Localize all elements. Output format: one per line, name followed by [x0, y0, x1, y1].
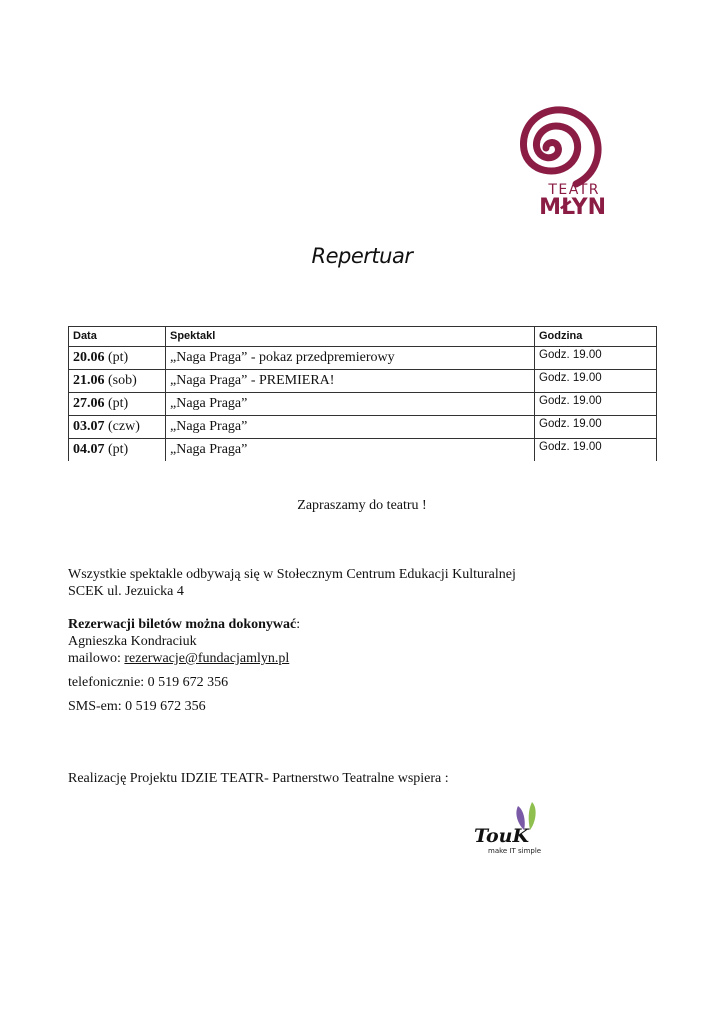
email-label: mailowo:	[68, 651, 125, 666]
sponsor-logo-tagline: make IT simple	[488, 847, 542, 855]
row-date	[69, 393, 166, 416]
day-value: (pt)	[104, 442, 129, 457]
reservation-info	[68, 616, 300, 667]
page-title: Repertuar	[311, 244, 413, 268]
row-time: Godz. 19.00	[535, 347, 657, 370]
date-value: 20.06	[73, 350, 105, 365]
venue-line2: SCEK ul. Jezuicka 4	[68, 584, 184, 599]
row-show: „Naga Praga” - PREMIERA!	[166, 370, 535, 393]
day-value: (sob)	[104, 373, 137, 388]
reservation-person: Agnieszka Kondraciuk	[68, 634, 197, 649]
logo-line2: MŁYN	[539, 195, 606, 218]
row-time: Godz. 19.00	[535, 370, 657, 393]
day-value: (pt)	[104, 350, 129, 365]
table-header-row	[69, 327, 657, 347]
row-date	[69, 416, 166, 439]
day-value: (pt)	[104, 396, 129, 411]
date-value: 21.06	[73, 373, 105, 388]
row-time: Godz. 19.00	[535, 393, 657, 416]
teatr-mlyn-logo	[500, 90, 618, 218]
row-date	[69, 370, 166, 393]
touk-logo	[472, 800, 556, 858]
logo-line1: TEATR	[548, 182, 600, 198]
header-date: Data	[69, 327, 166, 347]
header-show: Spektakl	[166, 327, 535, 347]
sms-info: SMS-em: 0 519 672 356	[68, 699, 206, 714]
table-row	[69, 416, 657, 439]
row-time: Godz. 19.00	[535, 439, 657, 462]
date-value: 04.07	[73, 442, 105, 457]
venue-info	[68, 566, 516, 600]
table-row	[69, 347, 657, 370]
venue-line1: Wszystkie spektakle odbywają się w Stołecznym Centrum Edukacji Kulturalnej	[68, 567, 516, 582]
header-time: Godzina	[535, 327, 657, 347]
date-value: 27.06	[73, 396, 105, 411]
row-date	[69, 439, 166, 462]
day-value: (czw)	[104, 419, 140, 434]
date-value: 03.07	[73, 419, 105, 434]
row-show: „Naga Praga”	[166, 393, 535, 416]
email-link[interactable]: rezerwacje@fundacjamlyn.pl	[124, 651, 290, 666]
invite-text: Zapraszamy do teatru !	[297, 498, 427, 513]
row-time: Godz. 19.00	[535, 416, 657, 439]
table-row	[69, 393, 657, 416]
reservation-heading: Rezerwacji biletów można dokonywać	[68, 617, 297, 632]
table-row	[69, 370, 657, 393]
table-row	[69, 439, 657, 462]
schedule-table	[68, 326, 657, 461]
row-show: „Naga Praga”	[166, 416, 535, 439]
row-show: „Naga Praga” - pokaz przedpremierowy	[166, 347, 535, 370]
row-show: „Naga Praga”	[166, 439, 535, 462]
phone-info: telefonicznie: 0 519 672 356	[68, 675, 229, 690]
row-date	[69, 347, 166, 370]
sponsor-logo-name: TouK	[474, 825, 529, 847]
reservation-colon: :	[296, 617, 301, 632]
sponsor-text: Realizację Projektu IDZIE TEATR- Partnerstwo Teatralne wspiera :	[68, 771, 449, 786]
